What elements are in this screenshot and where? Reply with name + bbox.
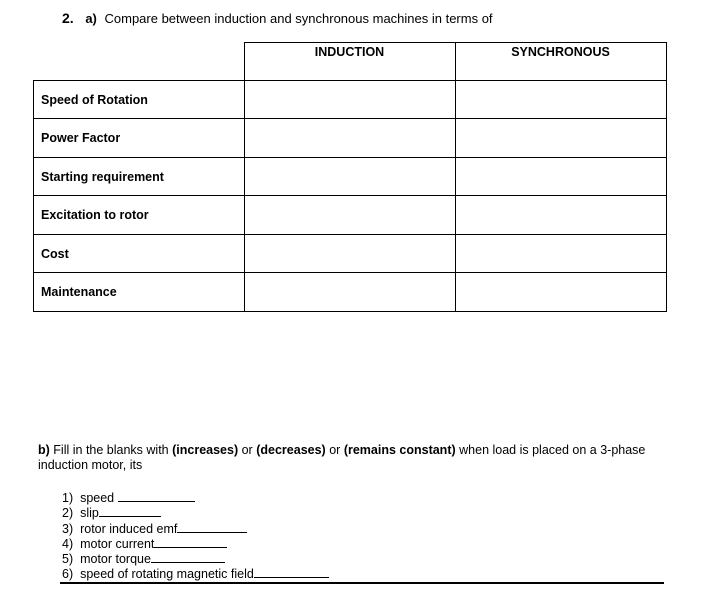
row-label-maintenance: Maintenance (34, 273, 245, 312)
table-row (34, 273, 667, 312)
table-row (34, 235, 667, 273)
answer-blank[interactable] (154, 536, 227, 548)
table-header-row (34, 43, 667, 81)
row-label-cost: Cost (34, 235, 245, 273)
part-b-label: b) (38, 443, 50, 457)
option-increases: (increases) (172, 443, 239, 457)
question-number: 2. (62, 10, 74, 26)
list-item: 6) speed of rotating magnetic field (62, 566, 329, 581)
column-header-induction: INDUCTION (244, 43, 455, 81)
bottom-divider (60, 582, 664, 584)
answer-cell-induction[interactable] (244, 273, 455, 312)
header-blank-cell (34, 43, 245, 81)
list-item: 4) motor current (62, 536, 329, 551)
part-a-label: a) (85, 11, 97, 26)
table-row (34, 119, 667, 158)
option-decreases: (decreases) (256, 443, 326, 457)
fill-in-list (62, 490, 329, 582)
answer-cell-induction[interactable] (244, 119, 455, 158)
answer-blank[interactable] (254, 566, 329, 578)
list-item: 1) speed (62, 490, 329, 505)
table-row (34, 196, 667, 235)
comparison-table (33, 42, 667, 312)
answer-blank[interactable] (99, 505, 161, 517)
answer-cell-synchronous[interactable] (455, 235, 666, 273)
table-row (34, 81, 667, 119)
column-header-synchronous: SYNCHRONOUS (455, 43, 666, 81)
answer-cell-induction[interactable] (244, 235, 455, 273)
list-item: 2) slip (62, 505, 329, 520)
row-label-power-factor: Power Factor (34, 119, 245, 158)
row-label-speed: Speed of Rotation (34, 81, 245, 119)
answer-cell-synchronous[interactable] (455, 273, 666, 312)
list-item: 5) motor torque (62, 551, 329, 566)
answer-cell-synchronous[interactable] (455, 119, 666, 158)
answer-cell-induction[interactable] (244, 158, 455, 196)
answer-cell-synchronous[interactable] (455, 158, 666, 196)
answer-cell-induction[interactable] (244, 196, 455, 235)
answer-cell-synchronous[interactable] (455, 196, 666, 235)
question-heading (62, 10, 493, 26)
answer-cell-induction[interactable] (244, 81, 455, 119)
answer-cell-synchronous[interactable] (455, 81, 666, 119)
part-a-prompt: Compare between induction and synchronous machines in terms of (104, 11, 493, 26)
option-remains-constant: (remains constant) (343, 443, 456, 457)
answer-blank[interactable] (177, 521, 247, 533)
list-item: 3) rotor induced emf (62, 521, 329, 536)
row-label-starting: Starting requirement (34, 158, 245, 196)
answer-blank[interactable] (151, 551, 225, 563)
answer-blank[interactable] (118, 490, 195, 502)
part-b-prompt: b) Fill in the blanks with (increases) or (decreases) or (remains constant) when load is placed on a 3-phase induction motor, its (38, 443, 646, 472)
table-row (34, 158, 667, 196)
row-label-excitation: Excitation to rotor (34, 196, 245, 235)
